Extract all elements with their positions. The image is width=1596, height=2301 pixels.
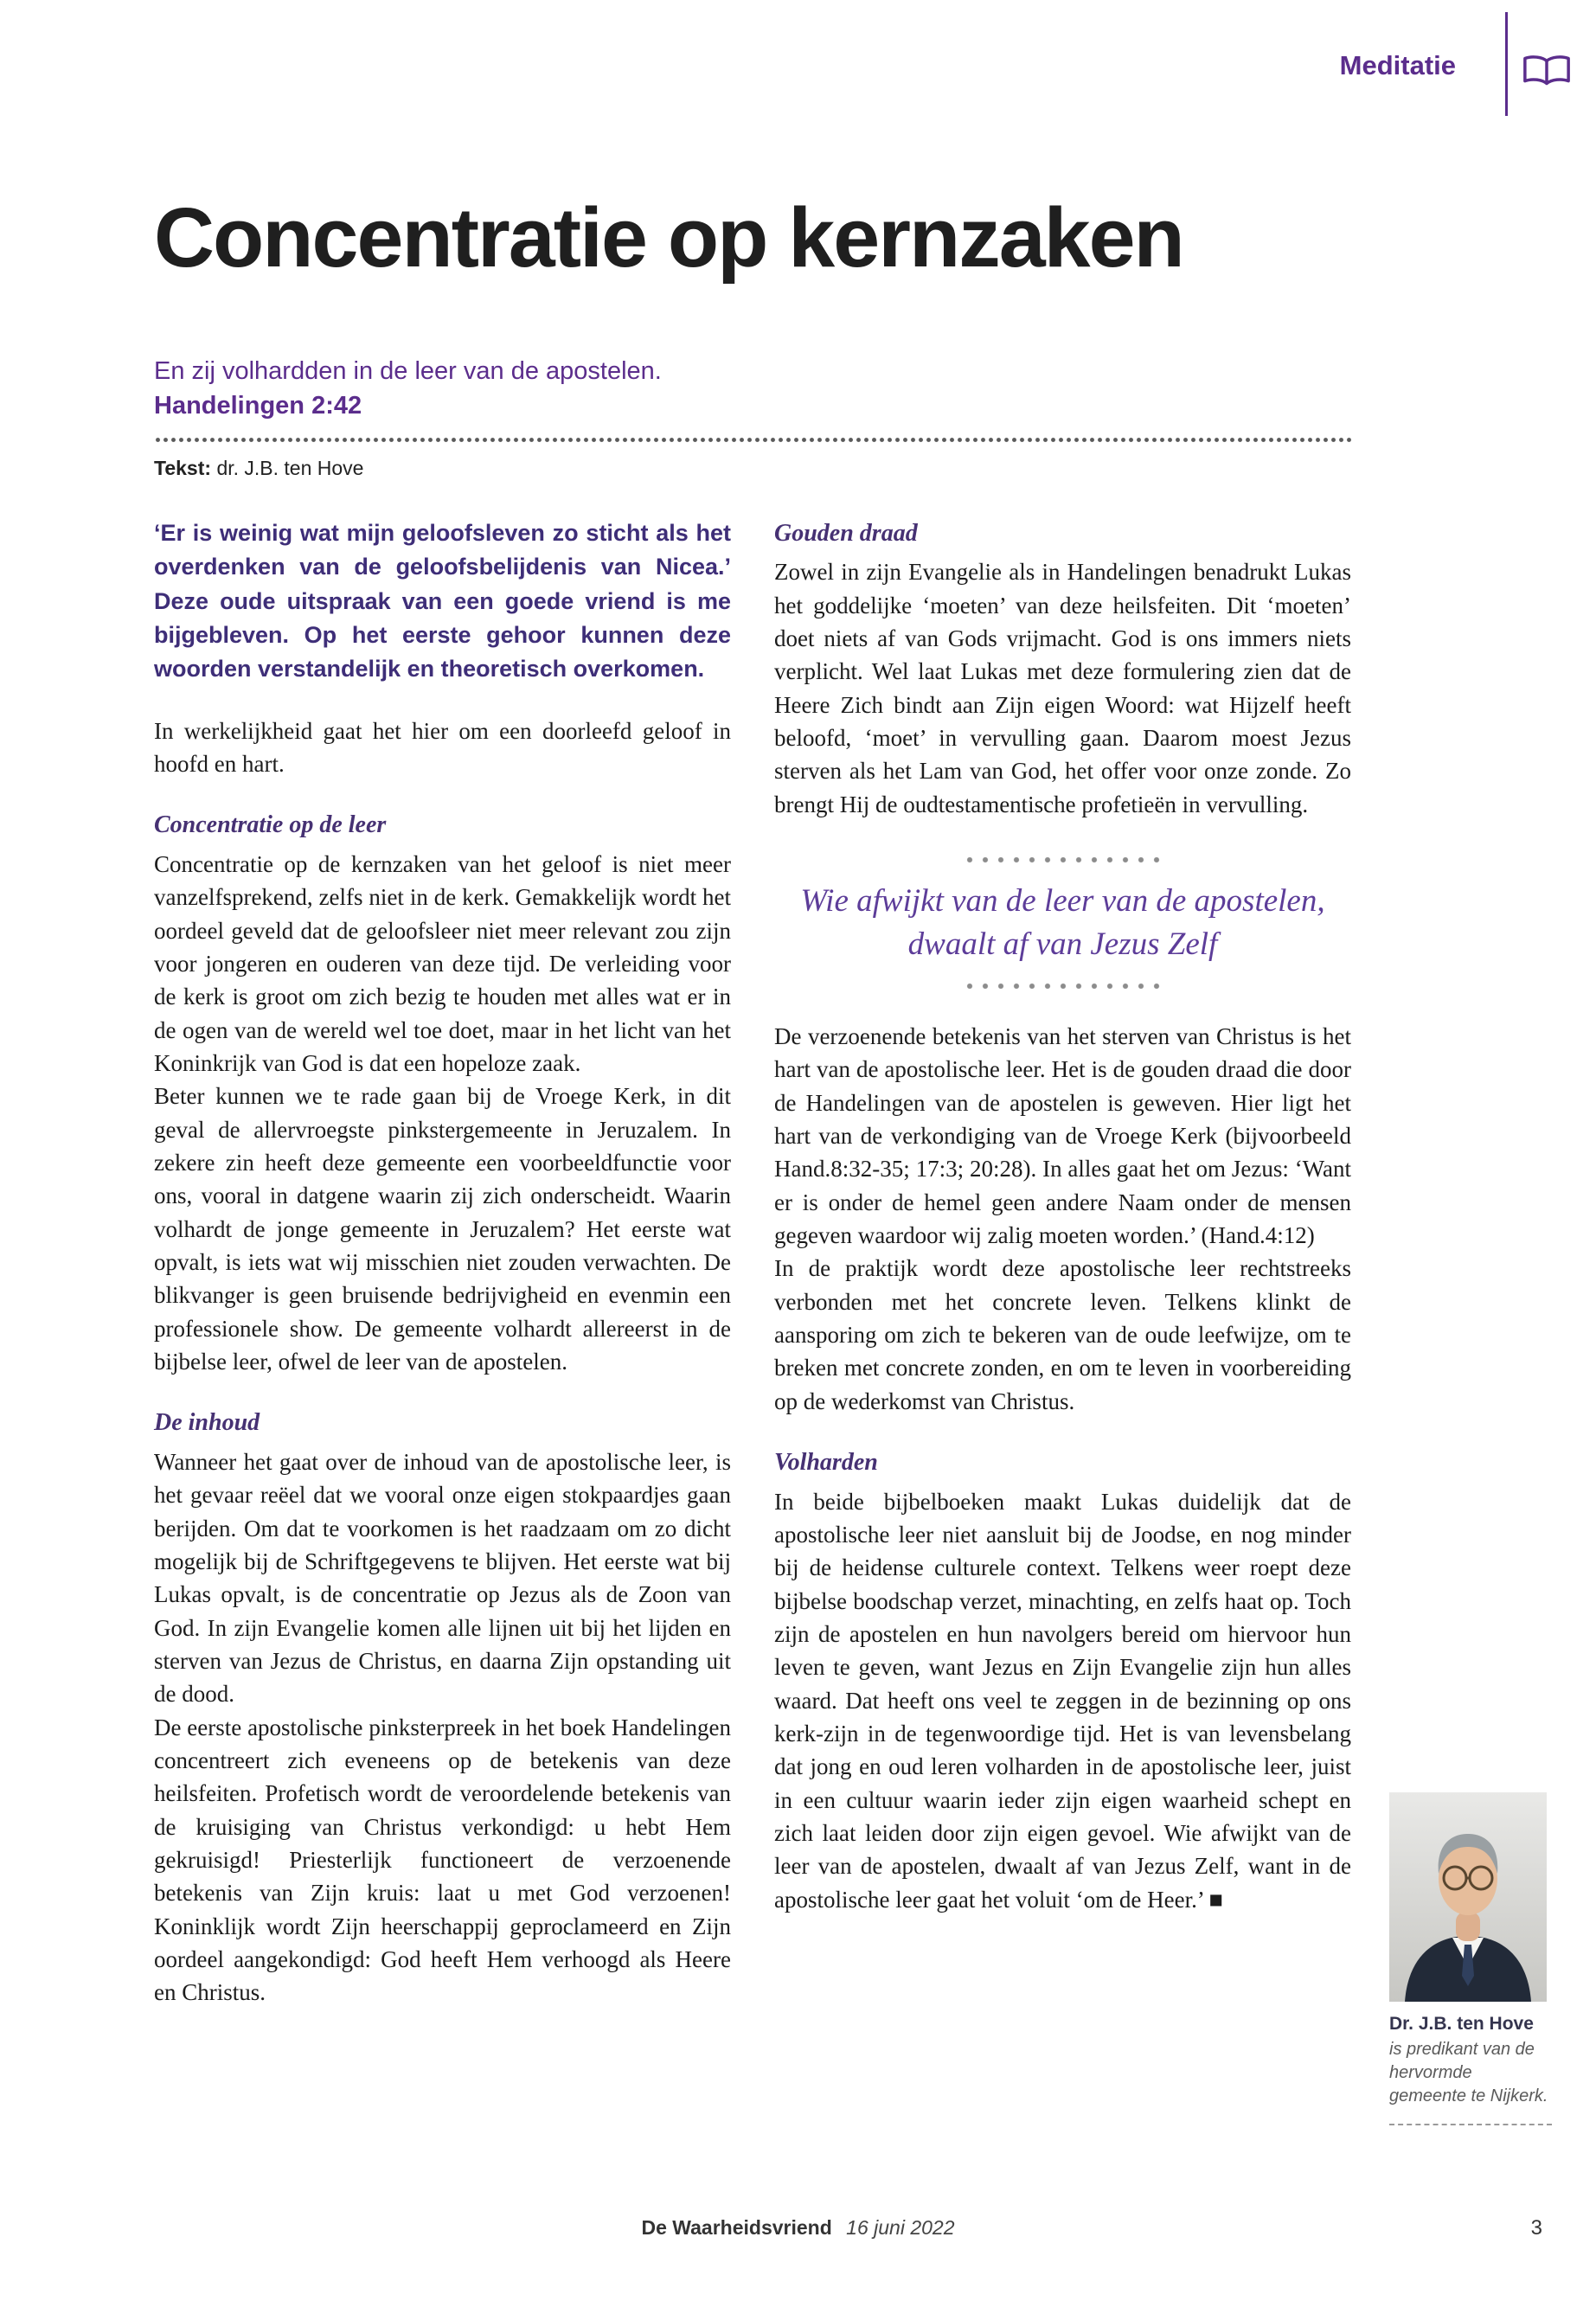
article-columns [154,516,1351,2009]
author-dashed-rule [1389,2124,1552,2125]
page-number: 3 [1530,2216,1542,2240]
body-paragraph: Beter kunnen we te rade gaan bij de Vroege Kerk, in dit geval de allervroegste pinkstergemeente in Jeruzalem. In zekere zin heeft deze gemeente een voorbeeldfunctie voor ons, vooral in datgene waarin zij zich onderscheidt. Waarin volhardt de jonge gemeente in Jeruzalem? Het eerste wat opvalt, is iets wat wij misschien niet zouden verwachten. De blikvanger is geen bruisende bedrijvigheid en evenmin een professionele show. De gemeente volhardt allereerst in de bijbelse leer, ofwel de leer van de apostelen. [154,1083,731,1375]
body-paragraph: In beide bijbelboeken maakt Lukas duidelijk dat de apostolische leer niet aansluit bij de Joodse, en nog minder bij de heidense culturele context. Telkens weer roept deze bijbelse boodschap verzet, minachting, en zelfs haat op. Toch zijn de apostelen en hun navolgers bereid om hiervoor hun leven te geven, want Jezus en Zijn Evangelie zijn hun alles waard. Dat heeft ons veel te zeggen in de bezinning op ons kerk-zijn in de tegenwoordige tijd. Het is van levensbelang dat jong en oud leren volharden in de apostolische leer, juist in een cultuur waarin ieder zijn eigen waarheid schept en zich laat leiden door zijn eigen gevoel. Wie afwijkt van de leer van de apostelen, dwaalt af van Jezus Zelf, want in de apostolische leer gaat het voluit ‘om de Heer.’ ■ [774,1488,1351,1913]
dotted-rule [154,437,1351,443]
footer-center [0,2216,1596,2240]
byline-author: dr. J.B. ten Hove [216,456,364,479]
dotted-ornament [962,982,1164,990]
section-label: Meditatie [1339,50,1456,80]
issue-date: 16 juni 2022 [846,2216,955,2239]
pull-quote [774,856,1351,990]
header-divider [1505,12,1508,116]
verse-block [154,354,1351,423]
right-column [774,516,1351,2009]
open-book-icon [1522,54,1572,93]
left-column [154,516,731,2009]
subheading-de-inhoud: De inhoud [154,1409,260,1437]
body-paragraph: De verzoenende betekenis van het sterven van Christus is het hart van de apostolische leer. Het is de gouden draad die door de Handelingen van de apostelen is geweven. Hier ligt het hart van de verkondiging van de Vroege Kerk (bijvoorbeeld Hand.8:32-35; 17:3; 20:28). In alles gaat het om Jezus: ‘Want er is onder de hemel geen andere Naam onder de mensen gegeven waardoor wij zalig moeten worden.’ (Hand.4:12) [774,1022,1351,1248]
body-paragraph: Zowel in zijn Evangelie als in Handelingen benadrukt Lukas het goddelijke ‘moeten’ van deze heilsfeiten. Dit ‘moeten’ doet niets af van Gods vrijmacht. God is ons immers niets verplicht. Wel laat Lukas met deze formulering zien dat de Heere Zich bindt aan Zijn eigen Woord: wat Hijzelf heeft beloofd, ‘moet’ in vervulling gaan. Daarom moest Jezus sterven als het Lam van God, het offer voor onze zonde. Zo brengt Hij de oudtestamentische profetieën in vervulling. [774,559,1351,817]
body-paragraph: In werkelijkheid gaat het hier om een doorleefd geloof in hoofd en hart. [154,717,731,778]
body-paragraph: In de praktijk wordt deze apostolische leer rechtstreeks verbonden met het concrete leven. Telkens klinkt de aansporing om zich te bekeren van de oude leefwijze, om te breken met concrete zonden, en om te leven in voorbereiding op de wederkomst van Christus. [774,1255,1351,1414]
body-paragraph: De eerste apostolische pinksterpreek in het boek Handelingen concentreert zich eveneens op de betekenis van deze heilsfeiten. Profetisch wordt de veroordelende betekenis van de kruisiging van Christus verkondigd: u hebt Hem gekruisigd! Priesterlijk functioneert de verzoenende betekenis van Zijn kruis: laat u met God verzoenen! Koninklijk wordt Zijn heerschappij geproclameerd en Zijn oordeel aangekondigd: God heeft Hem verhoogd als Heere en Christus. [154,1714,731,2006]
intro-paragraph: ‘Er is weinig wat mijn geloofsleven zo sticht als het overdenken van de geloofsbelijdenis van Nicea.’ Deze oude uitspraak van een goede vriend is me bijgebleven. Op het eerste gehoor kunnen deze woorden verstandelijk en theoretisch overkomen. [154,519,731,683]
article-title: Concentratie op kernzaken [154,190,1183,285]
subheading-volharden: Volharden [774,1448,878,1476]
verse-reference: Handelingen 2:42 [154,391,362,420]
body-paragraph: Wanneer het gaat over de inhoud van de apostolische leer, is het gevaar reëel dat we vooral onze eigen stokpaardjes gaan berijden. Om dat te voorkomen is het raadzaam om zo dicht mogelijk bij de Schriftgegevens te blijven. Het eerste wat bij Lukas opvalt, is de concentratie op Jezus als de Zoon van God. In zijn Evangelie komen alle lijnen uit bij het lijden en sterven van Jezus de Christus, en daarna Zijn opstanding uit de dood. [154,1449,731,1708]
page-footer [0,2216,1596,2240]
article [154,182,1351,2009]
subheading-gouden-draad: Gouden draad [774,519,918,547]
author-name: Dr. J.B. ten Hove [1389,2014,1534,2034]
dotted-ornament [962,856,1164,864]
verse-text: En zij volhardden in de leer van de apostelen. [154,356,662,385]
body-paragraph: Concentratie op de kernzaken van het geloof is niet meer vanzelfsprekend, zelfs niet in de kerk. Gemakkelijk wordt het oordeel geveld dat de geloofsleer niet meer relevant zou zijn voor jongeren en ouderen van deze tijd. De verleiding voor de kerk is groot om zich bezig te houden met alles wat er in de ogen van de wereld wel toe doet, maar in het licht van het Koninkrijk van God is dat een hopeloze zaak. [154,851,731,1077]
magazine-name: De Waarheidsvriend [641,2216,832,2239]
author-bio: is predikant van de hervormde gemeente te Nijkerk. [1389,2040,1548,2106]
pull-quote-text: Wie afwijkt van de leer van de apostelen, dwaalt af van Jezus Zelf [800,883,1325,963]
author-photo [1389,1792,1547,2002]
subheading-concentratie-op-de-leer: Concentratie op de leer [154,811,387,839]
author-card [1389,1792,1552,2125]
byline [154,457,1351,480]
byline-label: Tekst: [154,456,212,479]
